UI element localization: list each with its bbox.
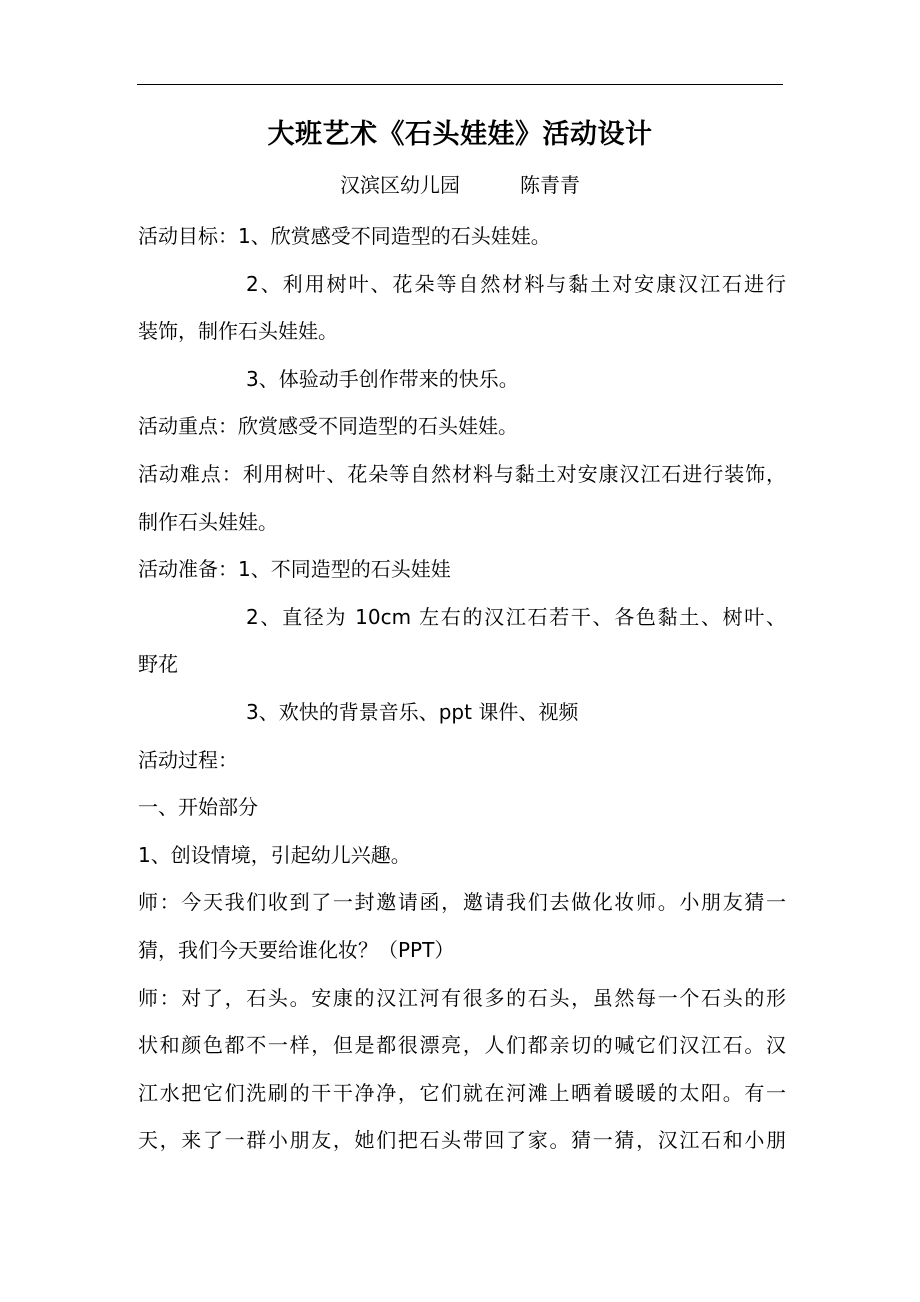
author-line (137, 166, 783, 204)
paragraph-line: 天，来了一群小朋友，她们把石头带回了家。猜一猜，汉江石和小朋 (138, 1128, 786, 1153)
author-name: 陈青青 (520, 173, 580, 197)
preparation-line-2-continued: 野花 (138, 652, 178, 677)
step-heading-1: 1、创设情境，引起幼儿兴趣。 (138, 842, 411, 867)
difficulty-line: 活动难点：利用树叶、花朵等自然材料与黏土对安康汉江石进行装饰， (138, 461, 786, 486)
header-rule (137, 84, 783, 85)
paragraph-line: 师：今天我们收到了一封邀请函，邀请我们去做化妆师。小朋友猜一 (138, 890, 786, 915)
process-heading: 活动过程： (138, 747, 238, 772)
preparation-line-2: 2、直径为 10cm 左右的汉江石若干、各色黏土、树叶、 (246, 604, 786, 629)
goal-line-1: 活动目标：1、欣赏感受不同造型的石头娃娃。 (138, 224, 551, 248)
goal-line-2: 2、利用树叶、花朵等自然材料与黏土对安康汉江石进行 (246, 271, 786, 296)
document-body (138, 213, 786, 1165)
key-point-line: 活动重点：欣赏感受不同造型的石头娃娃。 (138, 414, 518, 439)
paragraph-line: 猜，我们今天要给谁化妆？（PPT） (138, 937, 455, 962)
preparation-line-3: 3、欢快的背景音乐、ppt 课件、视频 (246, 699, 579, 724)
document-title: 大班艺术《石头娃娃》活动设计 (267, 119, 653, 150)
section-heading-start: 一、开始部分 (138, 795, 258, 820)
author-org: 汉滨区幼儿园 (340, 173, 460, 197)
difficulty-line-continued: 制作石头娃娃。 (138, 509, 278, 534)
paragraph-line: 江水把它们洗刷的干干净净，它们就在河滩上晒着暖暖的太阳。有一 (138, 1080, 786, 1105)
goal-line-2-continued: 装饰，制作石头娃娃。 (138, 319, 338, 344)
preparation-line-1: 活动准备：1、不同造型的石头娃娃 (138, 557, 451, 582)
goal-line-3: 3、体验动手创作带来的快乐。 (246, 366, 519, 391)
paragraph-line: 师：对了，石头。安康的汉江河有很多的石头，虽然每一个石头的形 (138, 985, 786, 1010)
paragraph-line: 状和颜色都不一样，但是都很漂亮，人们都亲切的喊它们汉江石。汉 (138, 1033, 786, 1058)
